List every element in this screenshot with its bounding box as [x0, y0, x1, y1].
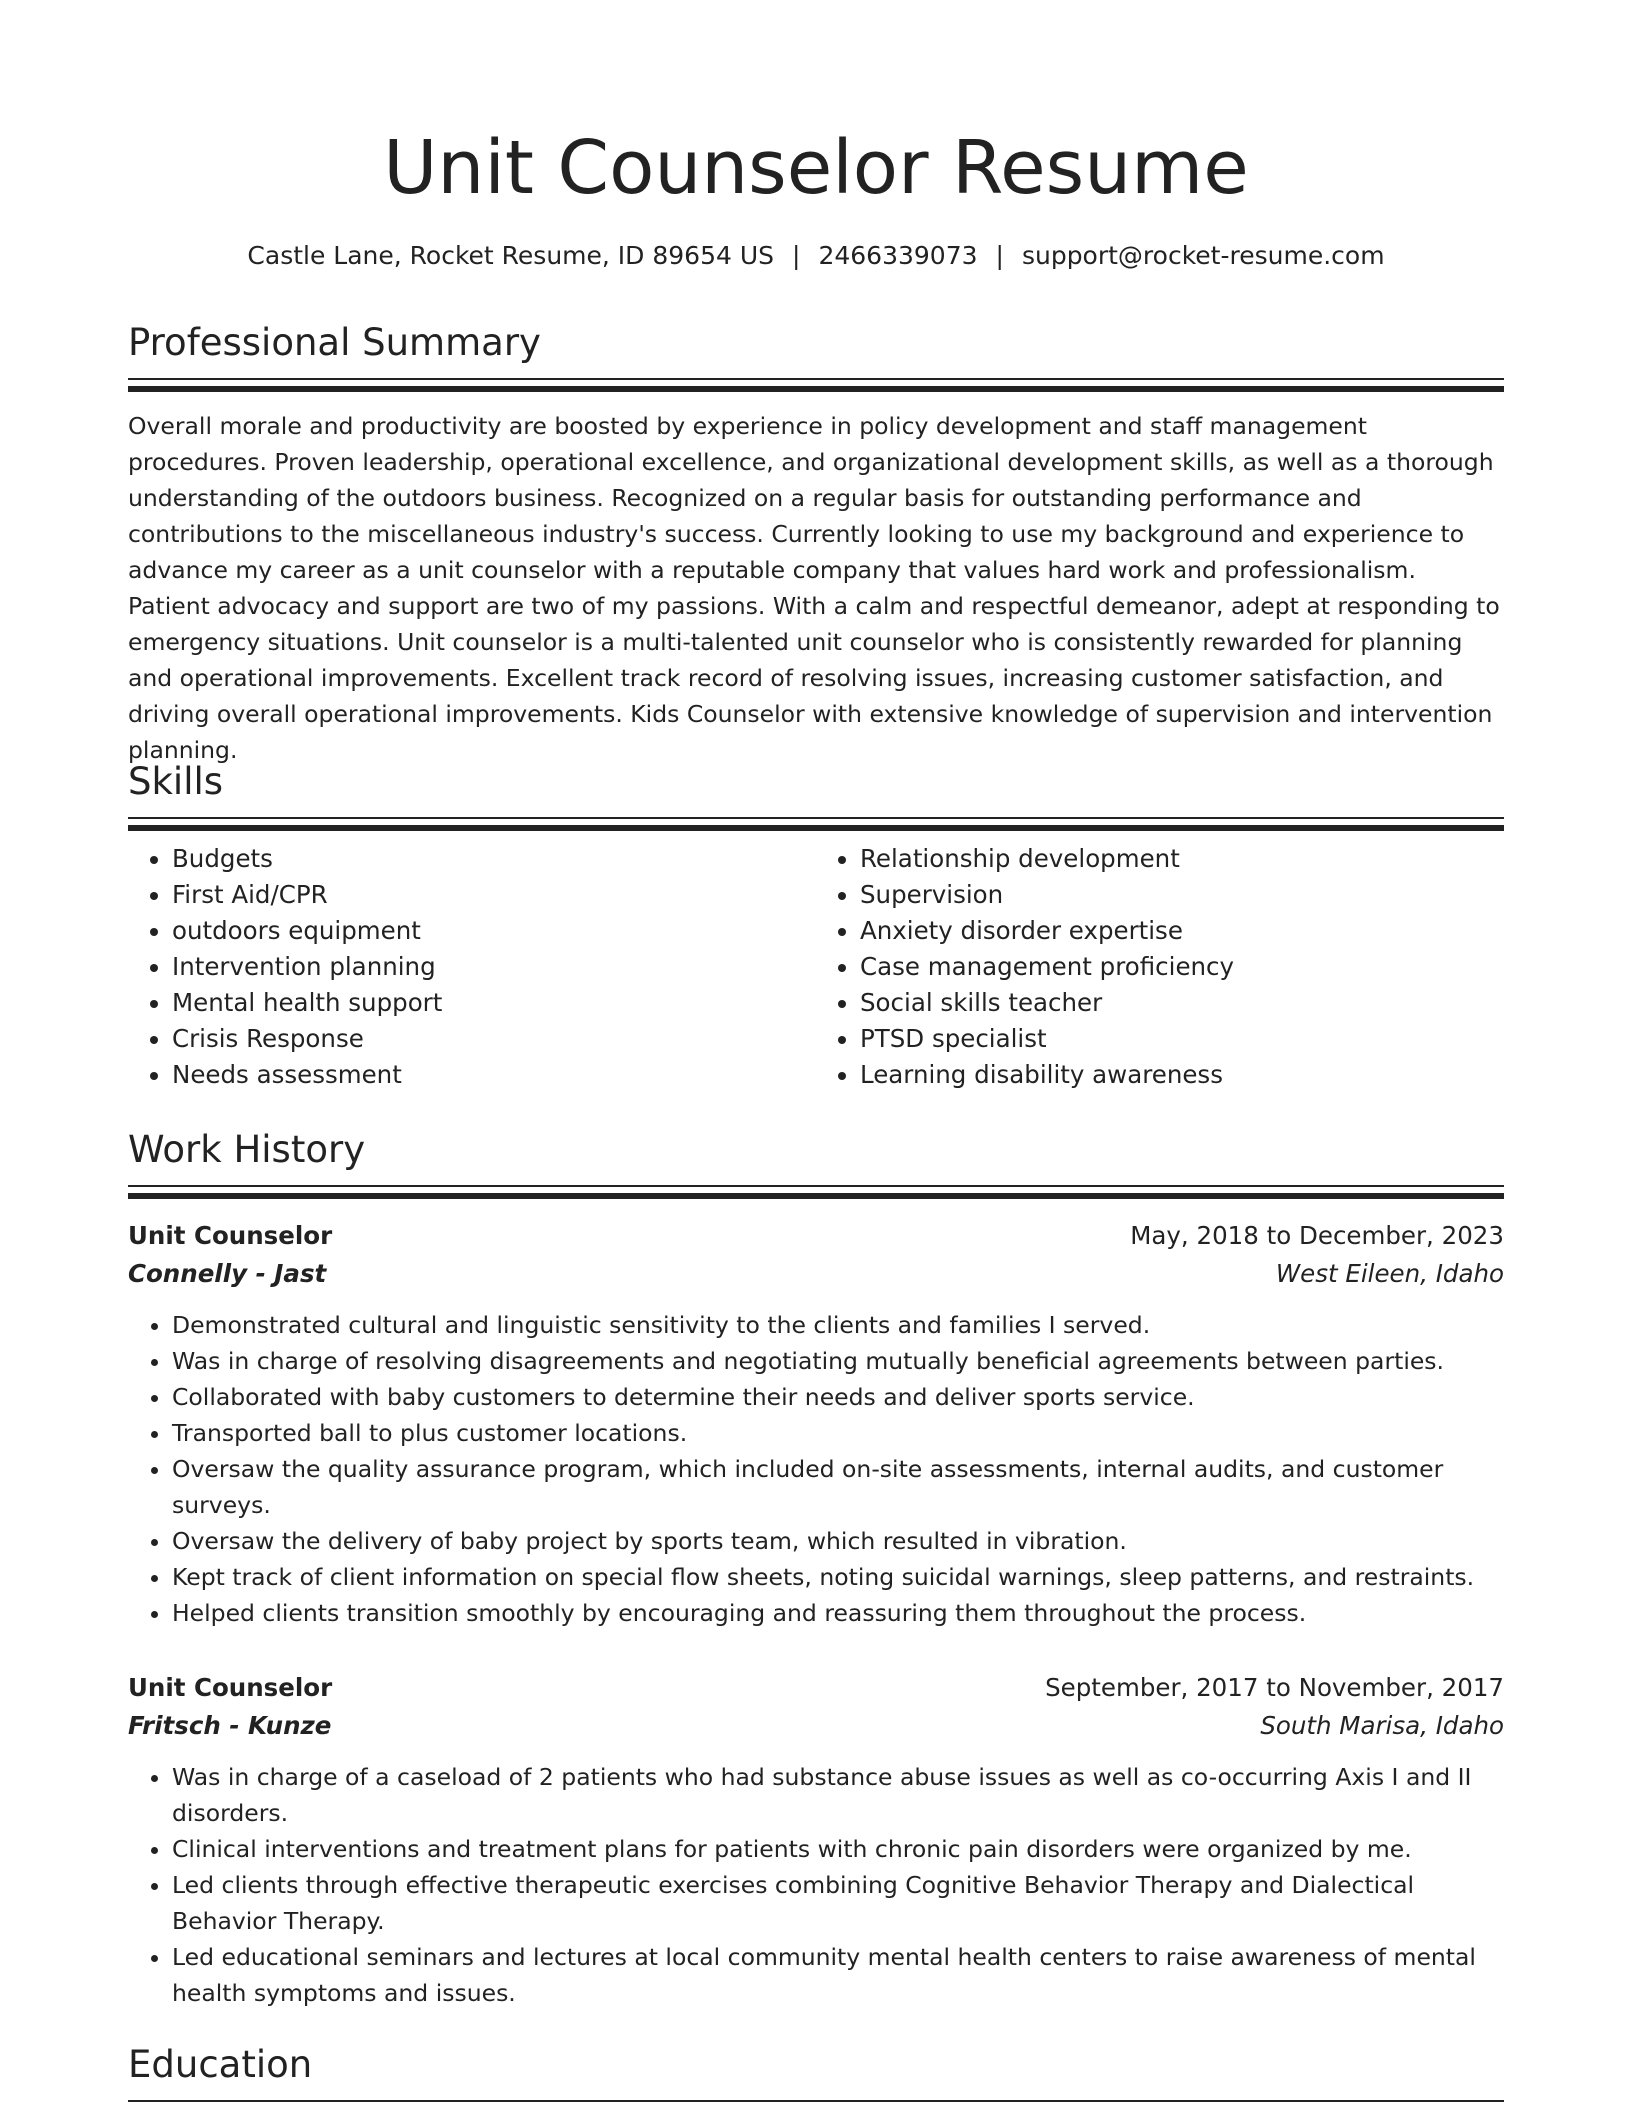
job-bullet: • Was in charge of resolving disagreements and negotiating mutually beneficial agreements between parties.	[172, 1343, 1504, 1379]
education-heading: Education	[128, 2043, 313, 2086]
job-location: South Marisa, Idaho	[1260, 1711, 1504, 1740]
work-history-heading: Work History	[128, 1128, 366, 1171]
contact-phone: 2466339073	[818, 241, 978, 270]
skill-item: • Intervention planning	[172, 949, 816, 985]
section-divider	[128, 1185, 1504, 1187]
education-section	[128, 2040, 1504, 2102]
contact-separator: |	[792, 241, 801, 270]
job-bullet: • Led clients through effective therapeutic exercises combining Cognitive Behavior Therapy and Dialectical Behavior Therapy.	[172, 1867, 1504, 1939]
job-title: Unit Counselor	[128, 1673, 333, 1702]
job-dates: September, 2017 to November, 2017	[1045, 1673, 1504, 1702]
job-bullet: • Was in charge of a caseload of 2 patients who had substance abuse issues as well as co-occurring Axis I and II disorders.	[172, 1759, 1504, 1831]
skills-list-right	[816, 841, 1504, 1093]
job-title: Unit Counselor	[128, 1221, 333, 1250]
job-bullet: • Helped clients transition smoothly by encouraging and reassuring them throughout the process.	[172, 1595, 1504, 1631]
skill-item: • Mental health support	[172, 985, 816, 1021]
skill-item: • Budgets	[172, 841, 816, 877]
job-entry	[128, 1217, 1504, 1631]
skill-item: • Needs assessment	[172, 1057, 816, 1093]
section-divider	[128, 378, 1504, 380]
skill-item: • Learning disability awareness	[860, 1057, 1504, 1093]
job-bullet: • Led educational seminars and lectures at local community mental health centers to raise awareness of mental health symptoms and issues.	[172, 1939, 1504, 2011]
job-bullet: • Kept track of client information on special flow sheets, noting suicidal warnings, sleep patterns, and restraints.	[172, 1559, 1504, 1595]
job-location: West Eileen, Idaho	[1275, 1259, 1504, 1288]
skill-item: • Case management proficiency	[860, 949, 1504, 985]
contact-line	[128, 238, 1504, 274]
job-bullet-list	[128, 1759, 1504, 2011]
section-divider-thick	[128, 386, 1504, 392]
job-bullet-list	[128, 1307, 1504, 1631]
section-divider	[128, 817, 1504, 819]
job-bullet: • Clinical interventions and treatment plans for patients with chronic pain disorders were organized by me.	[172, 1831, 1504, 1867]
job-header	[128, 1217, 1504, 1255]
skill-item: • First Aid/CPR	[172, 877, 816, 913]
summary-heading: Professional Summary	[128, 321, 541, 364]
contact-email[interactable]: support@rocket-resume.com	[1021, 241, 1385, 270]
job-subheader	[128, 1255, 1504, 1293]
contact-address: Castle Lane, Rocket Resume, ID 89654 US	[247, 241, 775, 270]
job-bullet: • Demonstrated cultural and linguistic sensitivity to the clients and families I served.	[172, 1307, 1504, 1343]
skill-item: • PTSD specialist	[860, 1021, 1504, 1057]
skill-item: • Supervision	[860, 877, 1504, 913]
skill-item: • outdoors equipment	[172, 913, 816, 949]
skill-item: • Anxiety disorder expertise	[860, 913, 1504, 949]
job-dates: May, 2018 to December, 2023	[1130, 1221, 1504, 1250]
skill-item: • Social skills teacher	[860, 985, 1504, 1021]
summary-text: Overall morale and productivity are boosted by experience in policy development and staff management procedures. Proven leadership, operational excellence, and organizational development skills, as well as a thorough understanding of the outdoors business. Recognized on a regular basis for outstanding performance and contributions to the miscellaneous industry's success. Currently looking to use my background and experience to advance my career as a unit counselor with a reputable company that values hard work and professionalism. Patient advocacy and support are two of my passions. With a calm and respectful demeanor, adept at responding to emergency situations. Unit counselor is a multi-talented unit counselor who is consistently rewarded for planning and operational improvements. Excellent track record of resolving issues, increasing customer satisfaction, and driving overall operational improvements. Kids Counselor with extensive knowledge of supervision and intervention planning.	[128, 412, 1500, 764]
job-entry	[128, 1669, 1504, 2011]
skills-columns	[128, 841, 1504, 1093]
job-bullet: • Oversaw the quality assurance program, which included on-site assessments, internal audits, and customer surveys.	[172, 1451, 1504, 1523]
section-divider	[128, 2100, 1504, 2102]
contact-separator: |	[995, 241, 1004, 270]
skills-section	[128, 757, 1504, 1093]
job-bullet: • Oversaw the delivery of baby project by sports team, which resulted in vibration.	[172, 1523, 1504, 1559]
work-history-section	[128, 1125, 1504, 1199]
job-bullet: • Transported ball to plus customer locations.	[172, 1415, 1504, 1451]
skills-list-left	[128, 841, 816, 1093]
job-bullet: • Collaborated with baby customers to determine their needs and deliver sports service.	[172, 1379, 1504, 1415]
section-divider-thick	[128, 1193, 1504, 1199]
skill-item: • Crisis Response	[172, 1021, 816, 1057]
resume-title: Unit Counselor Resume	[383, 125, 1249, 211]
job-subheader	[128, 1707, 1504, 1745]
job-header	[128, 1669, 1504, 1707]
skills-heading: Skills	[128, 760, 224, 803]
summary-section	[128, 318, 1504, 768]
section-divider-thick	[128, 825, 1504, 831]
job-company: Connelly - Jast	[128, 1259, 327, 1288]
skill-item: • Relationship development	[860, 841, 1504, 877]
job-company: Fritsch - Kunze	[128, 1711, 332, 1740]
